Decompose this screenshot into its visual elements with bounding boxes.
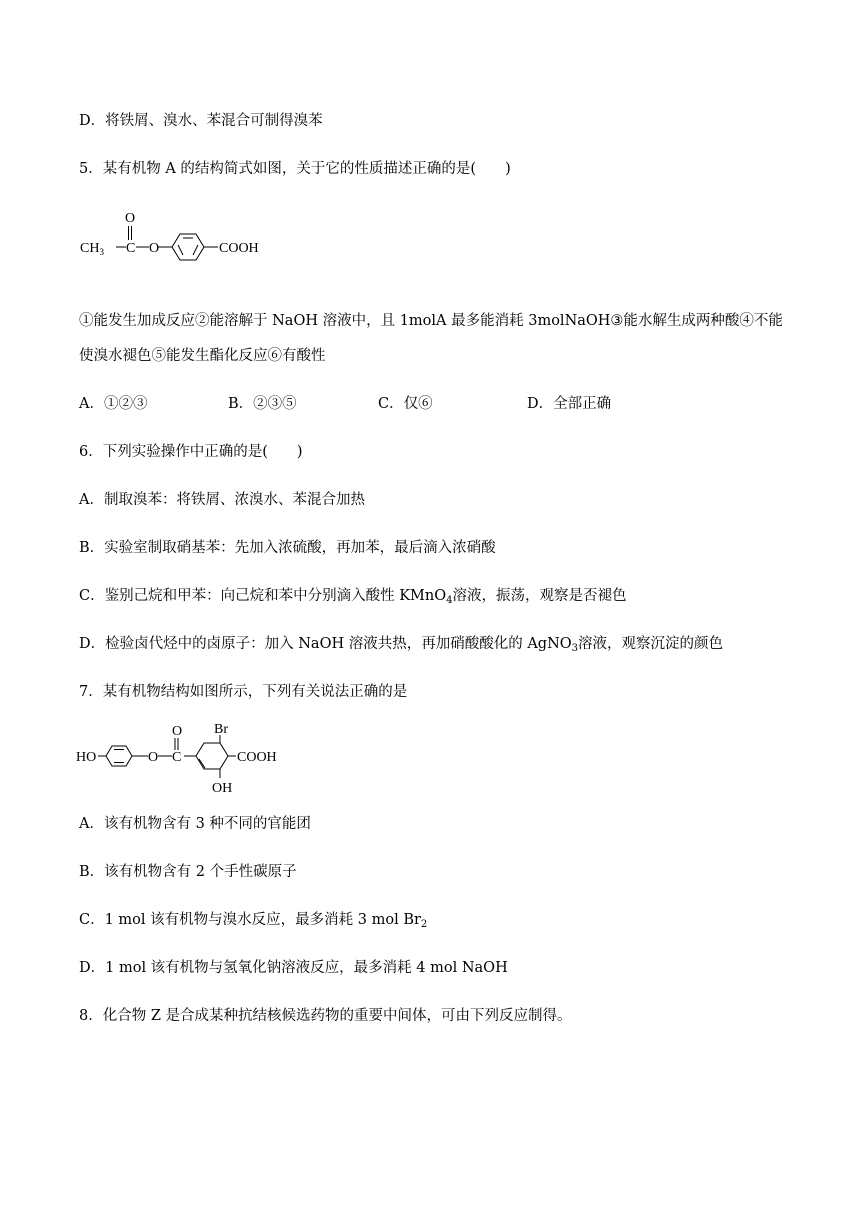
q6-option-b: B．实验室制取硝基苯：先加入浓硫酸，再加苯，最后滴入浓硝酸 xyxy=(79,540,496,556)
bromine-atom: Br xyxy=(214,722,228,737)
hydroxyl-group: HO xyxy=(76,750,97,765)
carbonyl-oxygen: O xyxy=(125,211,136,226)
carbonyl-oxygen: O xyxy=(172,724,183,739)
q5-structure-diagram xyxy=(76,204,276,276)
ch3-group: $CH_3$ xyxy=(80,241,104,257)
q5-stem: 5．某有机物 A 的结构简式如图，关于它的性质描述正确的是( ) xyxy=(79,161,511,177)
q5-option-a: A．①②③ xyxy=(79,396,148,412)
q4-option-d: D．将铁屑、溴水、苯混合可制得溴苯 xyxy=(79,113,323,129)
carbonyl-carbon: C xyxy=(172,750,182,765)
ring-hydroxyl: OH xyxy=(212,781,233,796)
ester-oxygen: O xyxy=(149,241,160,256)
q6-option-d: D．检验卤代烃中的卤原子：加入 NaOH 溶液共热，再加硝酸酸化的 AgNO$_3$溶液，观察沉淀的颜色 xyxy=(79,636,724,654)
q7-stem: 7．某有机物结构如图所示，下列有关说法正确的是 xyxy=(79,684,408,700)
q5-option-d: D．全部正确 xyxy=(527,396,612,412)
q6-option-c: C．鉴别己烷和甲苯：向己烷和苯中分别滴入酸性 KMnO$_4$溶液，振荡，观察是否褪色 xyxy=(79,588,627,606)
q8-stem: 8．化合物 Z 是合成某种抗结核候选药物的重要中间体，可由下列反应制得。 xyxy=(79,1008,572,1024)
q7-structure-diagram xyxy=(76,718,296,798)
q7-option-c: C．1 mol 该有机物与溴水反应，最多消耗 3 mol $Br_2$ xyxy=(79,912,428,930)
q5-properties-line-2: 使溴水褪色⑤能发生酯化反应⑥有酸性 xyxy=(79,348,326,364)
q7-option-a: A．该有机物含有 3 种不同的官能团 xyxy=(79,816,311,832)
q5-option-c: C．仅⑥ xyxy=(378,396,433,412)
ester-oxygen: O xyxy=(148,750,159,765)
q6-stem: 6．下列实验操作中正确的是( ) xyxy=(79,444,303,460)
q7-option-b: B．该有机物含有 2 个手性碳原子 xyxy=(79,864,297,880)
cooh-group: COOH xyxy=(219,241,259,256)
q5-properties-line-1: ①能发生加成反应②能溶解于 NaOH 溶液中，且 1molA 最多能消耗 3molNaOH③能水解生成两种酸④不能 xyxy=(79,313,783,329)
q6-option-a: A．制取溴苯：将铁屑、浓溴水、苯混合加热 xyxy=(79,492,365,508)
q5-option-b: B．②③⑤ xyxy=(228,396,297,412)
carbonyl-carbon: C xyxy=(126,241,136,256)
q7-option-d: D．1 mol 该有机物与氢氧化钠溶液反应，最多消耗 4 mol NaOH xyxy=(79,960,508,976)
cooh-group: COOH xyxy=(237,750,277,765)
